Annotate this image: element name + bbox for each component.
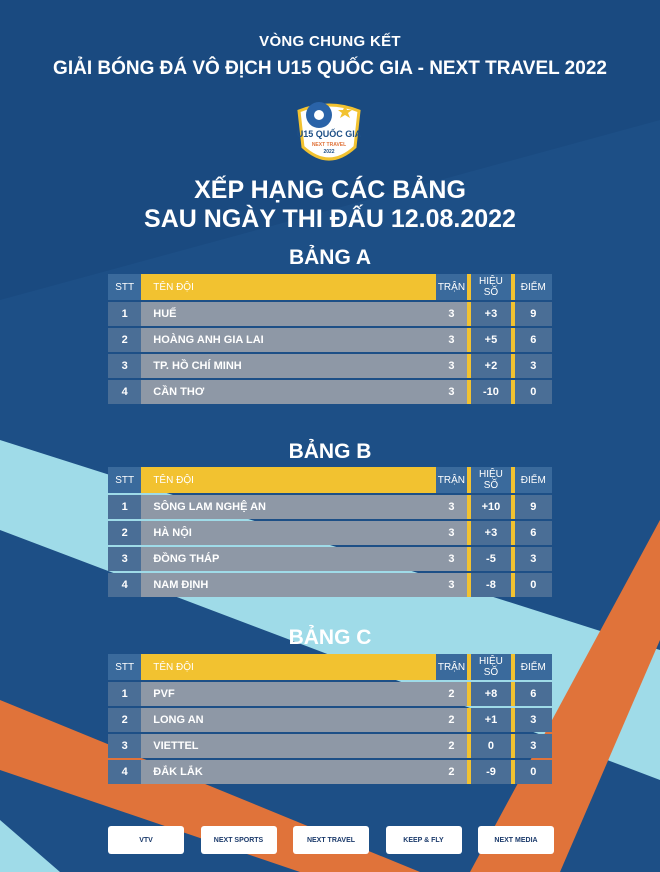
cell-played: 3	[436, 380, 468, 404]
cell-stt: 4	[108, 573, 141, 597]
sponsor-bar	[108, 826, 554, 854]
group-a-title: BẢNG A	[288, 246, 372, 269]
cell-points: 0	[511, 380, 552, 404]
cell-team: PVF	[141, 682, 435, 706]
sponsor-logo-keep-and-fly: KEEP & FLY	[386, 826, 462, 854]
cell-team: NAM ĐỊNH	[141, 573, 435, 597]
cell-played: 2	[436, 708, 468, 732]
table-row	[108, 380, 552, 404]
group-c-title: BẢNG C	[288, 626, 372, 649]
cell-gd: +3	[467, 521, 510, 545]
cell-stt: 1	[108, 495, 141, 519]
group-c-table	[108, 652, 552, 786]
cell-played: 3	[436, 302, 468, 326]
col-points-header: ĐIỂM	[511, 654, 552, 680]
group-a-table	[108, 272, 552, 406]
heading-line2: SAU NGÀY THI ĐẤU 12.08.2022	[144, 205, 516, 233]
cell-team: HOÀNG ANH GIA LAI	[141, 328, 435, 352]
cell-gd: -9	[467, 760, 510, 784]
cell-stt: 4	[108, 760, 141, 784]
cell-points: 0	[511, 760, 552, 784]
col-points-header: ĐIỂM	[511, 274, 552, 300]
cell-played: 3	[436, 573, 468, 597]
cell-points: 3	[511, 547, 552, 571]
col-played-header: TRẬN	[436, 274, 468, 300]
cell-team: CẦN THƠ	[141, 380, 435, 404]
cell-team: HUẾ	[141, 302, 435, 326]
heading-line1: XẾP HẠNG CÁC BẢNG	[194, 176, 466, 204]
table-row	[108, 302, 552, 326]
cell-played: 2	[436, 760, 468, 784]
cell-gd: -5	[467, 547, 510, 571]
cell-gd: +5	[467, 328, 510, 352]
table-row	[108, 328, 552, 352]
table-row	[108, 547, 552, 571]
cell-stt: 2	[108, 708, 141, 732]
table-header-row	[108, 654, 552, 680]
col-team-header: TÊN ĐỘI	[141, 654, 435, 680]
cell-team: TP. HỒ CHÍ MINH	[141, 354, 435, 378]
cell-stt: 4	[108, 380, 141, 404]
cell-played: 3	[436, 547, 468, 571]
cell-gd: -10	[467, 380, 510, 404]
table-row	[108, 521, 552, 545]
group-b-title: BẢNG B	[288, 440, 372, 463]
table-row	[108, 708, 552, 732]
table-header-row	[108, 467, 552, 493]
col-stt-header: STT	[108, 274, 141, 300]
table-row	[108, 682, 552, 706]
sponsor-logo-vtv: VTV	[108, 826, 184, 854]
col-gd-header: HIỆU SỐ	[467, 467, 510, 493]
cell-gd: -8	[467, 573, 510, 597]
sponsor-logo-next-sports: NEXT SPORTS	[201, 826, 277, 854]
header-title: GIẢI BÓNG ĐÁ VÔ ĐỊCH U15 QUỐC GIA - NEXT TRAVEL 2022	[53, 58, 607, 79]
cell-stt: 3	[108, 354, 141, 378]
cell-team: SÔNG LAM NGHỆ AN	[141, 495, 435, 519]
table-row	[108, 760, 552, 784]
cell-gd: +1	[467, 708, 510, 732]
cell-stt: 3	[108, 734, 141, 758]
col-team-header: TÊN ĐỘI	[141, 467, 435, 493]
cell-points: 0	[511, 573, 552, 597]
cell-stt: 3	[108, 547, 141, 571]
cell-gd: 0	[467, 734, 510, 758]
cell-gd: +10	[467, 495, 510, 519]
table-row	[108, 734, 552, 758]
cell-stt: 2	[108, 328, 141, 352]
col-played-header: TRẬN	[436, 654, 468, 680]
header-subtitle: VÒNG CHUNG KẾT	[259, 33, 401, 50]
cell-played: 3	[436, 521, 468, 545]
cell-points: 3	[511, 354, 552, 378]
cell-points: 9	[511, 495, 552, 519]
table-header-row	[108, 274, 552, 300]
table-row	[108, 573, 552, 597]
cell-stt: 2	[108, 521, 141, 545]
cell-points: 3	[511, 734, 552, 758]
col-points-header: ĐIỂM	[511, 467, 552, 493]
cell-team: ĐẮK LẮK	[141, 760, 435, 784]
cell-team: HÀ NỘI	[141, 521, 435, 545]
cell-team: ĐỒNG THÁP	[141, 547, 435, 571]
group-b-table	[108, 465, 552, 599]
col-stt-header: STT	[108, 654, 141, 680]
cell-stt: 1	[108, 302, 141, 326]
cell-points: 3	[511, 708, 552, 732]
table-row	[108, 354, 552, 378]
cell-played: 2	[436, 734, 468, 758]
col-played-header: TRẬN	[436, 467, 468, 493]
cell-points: 6	[511, 328, 552, 352]
cell-played: 2	[436, 682, 468, 706]
cell-points: 9	[511, 302, 552, 326]
cell-points: 6	[511, 521, 552, 545]
cell-team: VIETTEL	[141, 734, 435, 758]
col-gd-header: HIỆU SỐ	[467, 654, 510, 680]
cell-stt: 1	[108, 682, 141, 706]
sponsor-logo-next-travel: NEXT TRAVEL	[293, 826, 369, 854]
cell-played: 3	[436, 354, 468, 378]
tournament-logo	[293, 97, 365, 171]
logo-line2: NEXT TRAVEL	[311, 142, 347, 148]
logo-line1: U15 QUỐC GIA	[296, 129, 362, 139]
cell-team: LONG AN	[141, 708, 435, 732]
table-row	[108, 495, 552, 519]
cell-gd: +3	[467, 302, 510, 326]
col-gd-header: HIỆU SỐ	[467, 274, 510, 300]
cell-gd: +8	[467, 682, 510, 706]
col-team-header: TÊN ĐỘI	[141, 274, 435, 300]
sponsor-logo-next-media: NEXT MEDIA	[478, 826, 554, 854]
logo-line3: 2022	[323, 149, 335, 155]
cell-played: 3	[436, 328, 468, 352]
cell-gd: +2	[467, 354, 510, 378]
cell-points: 6	[511, 682, 552, 706]
col-stt-header: STT	[108, 467, 141, 493]
cell-played: 3	[436, 495, 468, 519]
